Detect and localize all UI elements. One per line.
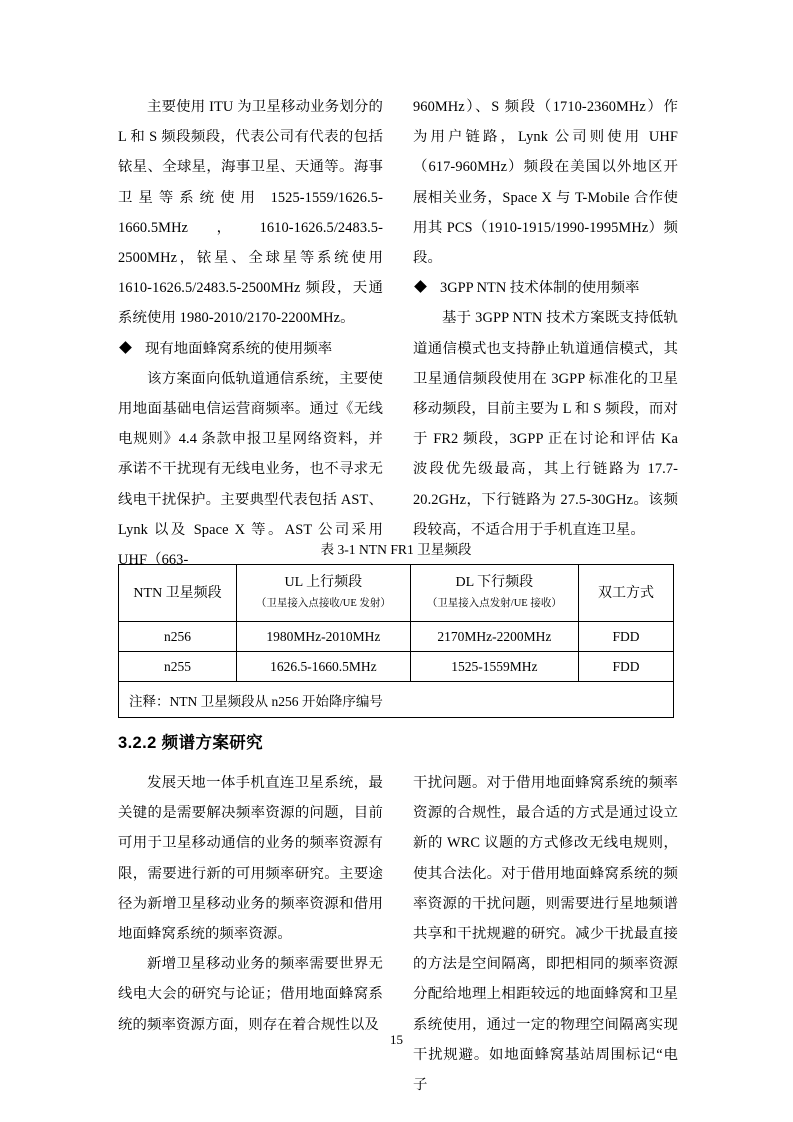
table-row bbox=[119, 652, 674, 682]
table-header-cell-downlink bbox=[410, 565, 578, 622]
bullet-3gpp-ntn-label: 3GPP NTN 技术体制的使用频率 bbox=[440, 280, 640, 297]
header-sub-text: （卫星接入点接收/UE 发射） bbox=[255, 598, 391, 609]
right-column-top bbox=[413, 92, 678, 575]
header-main-text: UL 上行频段 bbox=[284, 575, 363, 590]
left-column-top bbox=[118, 92, 383, 575]
cell-duplex: FDD bbox=[579, 652, 674, 682]
paragraph-satellite-bands: 主要使用 ITU 为卫星移动业务划分的 L 和 S 频段频段，代表公司有代表的包括铱星、全球星，海事卫星、天通等。海事卫星等系统使用 1525-1559/1626.5-1660.5MHz，1610-1626.5/2483.5-2500MHz，铱星、全球星等系统使用 1610-1626.5/2483.5-2500MHz 频段，天通系统使用 1980-2010/2170-2200MHz。 bbox=[118, 99, 383, 327]
paragraph-wrc-study: 新增卫星移动业务的频率需要世界无线电大会的研究与论证；借用地面蜂窝系统的频率资源方面，则存在着合规性以及 bbox=[118, 956, 383, 1033]
table-header-cell-duplex bbox=[579, 565, 674, 622]
table-note: 注释：NTN 卫星频段从 n256 开始降序编号 bbox=[119, 682, 674, 718]
left-column-bottom bbox=[118, 768, 383, 1100]
table-header-cell-uplink bbox=[237, 565, 411, 622]
page-number: 15 bbox=[390, 1032, 403, 1047]
bullet-3gpp-ntn bbox=[413, 273, 678, 303]
bottom-columns bbox=[118, 768, 678, 1100]
bullet-terrestrial-cellular bbox=[118, 334, 383, 364]
cell-downlink: 1525-1559MHz bbox=[410, 652, 578, 682]
paragraph-leo-scheme: 该方案面向低轨道通信系统，主要使用地面基础电信运营商频率。通过《无线电规则》4.4 条款申报卫星网络资料，并承诺不干扰现有无线电业务，也不寻求无线电干扰保护。主要典型代表包括 AST、Lynk 以及 Space X 等。AST 公司采用 UHF（663- bbox=[118, 370, 383, 569]
diamond-bullet-icon bbox=[414, 280, 427, 293]
right-column-bottom bbox=[413, 768, 678, 1100]
cell-uplink: 1980MHz-2010MHz bbox=[237, 622, 411, 652]
table-header-row bbox=[119, 565, 674, 622]
cell-band: n256 bbox=[119, 622, 237, 652]
table-caption: 表 3-1 NTN FR1 卫星频段 bbox=[320, 542, 472, 557]
paragraph-interference: 干扰问题。对于借用地面蜂窝系统的频率资源的合规性，最合适的方式是通过设立新的 WRC 议题的方式修改无线电规则，使其合法化。对于借用地面蜂窝系统的频率资源的干扰问题，则需要进行星地频谱共享和干扰规避的研究。减少干扰最直接的方法是空间隔离，即把相同的频率资源分配给地理上相距较远的地面蜂窝和卫星系统使用，通过一定的物理空间隔离实现干扰规避。如地面蜂窝基站周围标记“电子 bbox=[413, 775, 678, 1094]
bullet-terrestrial-cellular-label: 现有地面蜂窝系统的使用频率 bbox=[145, 340, 333, 357]
cell-uplink: 1626.5-1660.5MHz bbox=[237, 652, 411, 682]
header-main-text: 双工方式 bbox=[598, 585, 655, 601]
top-columns bbox=[118, 92, 678, 575]
header-main-text: NTN 卫星频段 bbox=[133, 585, 222, 601]
cell-downlink: 2170MHz-2200MHz bbox=[410, 622, 578, 652]
cell-duplex: FDD bbox=[579, 622, 674, 652]
header-sub-text: （卫星接入点发射/UE 接收） bbox=[426, 598, 562, 609]
diamond-bullet-icon bbox=[119, 341, 132, 354]
section-heading-3-2-2: 3.2.2 频谱方案研究 bbox=[118, 734, 264, 752]
cell-band: n255 bbox=[119, 652, 237, 682]
table-header-cell-band bbox=[119, 565, 237, 622]
header-main-text: DL 下行频段 bbox=[455, 575, 534, 590]
paragraph-3gpp-ntn-detail: 基于 3GPP NTN 技术方案既支持低轨道通信模式也支持静止轨道通信模式，其卫星通信频段使用在 3GPP 标准化的卫星移动频段，目前主要为 L 和 S 频段，而对于 FR2 频段，3GPP 正在讨论和评估 Ka 波段优先级最高，其上行链路为 17.7-20.2GHz，下行链路为 27.5-30GHz。该频段较高，不适合用于手机直连卫星。 bbox=[413, 310, 678, 538]
paragraph-spectrum-need: 发展天地一体手机直连卫星系统，最关键的是需要解决频率资源的问题，目前可用于卫星移动通信的业务的频率资源有限，需要进行新的可用频率研究。主要途径为新增卫星移动业务的频率资源和借用地面蜂窝系统的频率资源。 bbox=[118, 775, 383, 943]
ntn-fr1-band-table bbox=[118, 564, 674, 718]
table-row bbox=[119, 622, 674, 652]
paragraph-uhf-bands: 960MHz）、S 频段（1710-2360MHz）作为用户链路，Lynk 公司则使用 UHF（617-960MHz）频段在美国以外地区开展相关业务，Space X 与 T-Mobile 合作使用其 PCS（1910-1915/1990-1995MHz）频段。 bbox=[413, 99, 678, 267]
table-note-row bbox=[119, 682, 674, 718]
